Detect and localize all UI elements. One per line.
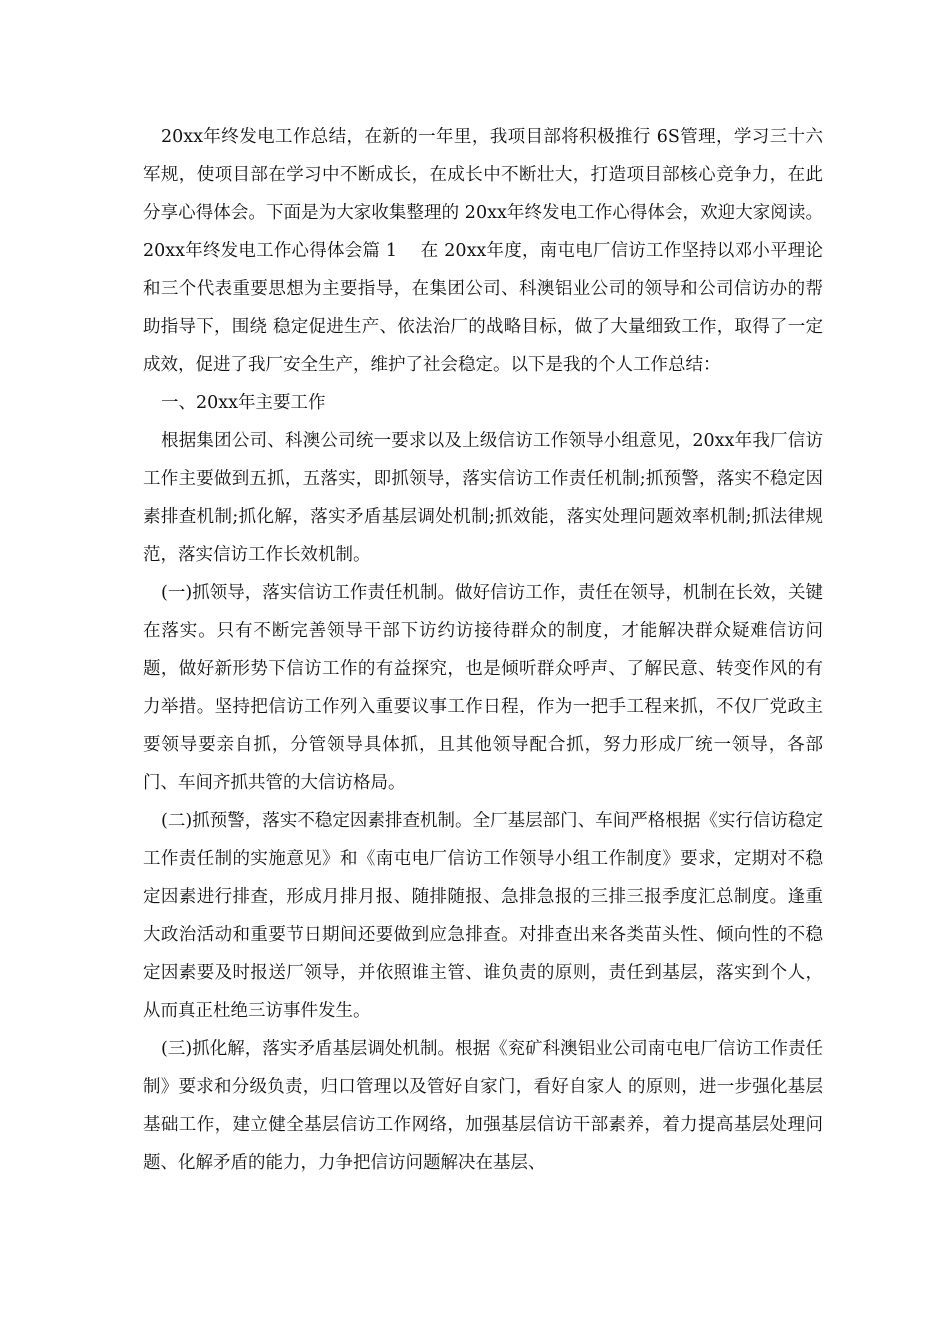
body-paragraph: (一)抓领导，落实信访工作责任机制。做好信访工作，责任在领导，机制在长效，关键在落实。只有不断完善领导干部下访约访接待群众的制度，才能解决群众疑难信访问题，做好新形势下信访工作的有益探究，也是倾听群众呼声、了解民意、转变作风的有力举措。坚持把信访工作列入重要议事工作日程，作为一把手工程来抓，不仅厂党政主要领导要亲自抓，分管领导具体抓，且其他领导配合抓，努力形成厂统一领导，各部门、车间齐抓共管的大信访格局。 <box>143 583 823 793</box>
body-paragraph: 根据集团公司、科澳公司统一要求以及上级信访工作领导小组意见，20xx年我厂信访工作主要做到五抓，五落实，即抓领导，落实信访工作责任机制;抓预警，落实不稳定因素排查机制;抓化解，落实矛盾基层调处机制;抓效能，落实处理问题效率机制;抓法律规范，落实信访工作长效机制。 <box>143 431 823 565</box>
intro-paragraph: 20xx年终发电工作总结，在新的一年里，我项目部将积极推行 6S管理，学习三十六军规，使项目部在学习中不断成长，在成长中不断壮大，打造项目部核心竞争力，在此分享心得体会。下面是为大家收集整理的 20xx年终发电工作心得体会，欢迎大家阅读。20xx年终发电工作心得体会篇 1 在 20xx年度，南屯电厂信访工作坚持以邓小平理论和三个代表重要思想为主要指导，在集团公司、科澳铝业公司的领导和公司信访办的帮助指导下，围绕 稳定促进生产、依法治厂的战略目标，做了大量细致工作，取得了一定成效，促进了我厂安全生产，维护了社会稳定。以下是我的个人工作总结： <box>143 127 823 375</box>
body-paragraph: (三)抓化解，落实矛盾基层调处机制。根据《兖矿科澳铝业公司南屯电厂信访工作责任制》要求和分级负责，归口管理以及管好自家门，看好自家人 的原则，进一步强化基层基础工作，建立健全基层信访工作网络，加强基层信访干部素养，着力提高基层处理问题、化解矛盾的能力，力争把信访问题解决在基层、 <box>143 1039 823 1173</box>
section-heading: 一、20xx年主要工作 <box>161 393 326 413</box>
body-paragraph: (二)抓预警，落实不稳定因素排查机制。全厂基层部门、车间严格根据《实行信访稳定工作责任制的实施意见》和《南屯电厂信访工作领导小组工作制度》要求，定期对不稳定因素进行排查，形成月排月报、随排随报、急排急报的三排三报季度汇总制度。逢重大政治活动和重要节日期间还要做到应急排查。对排查出来各类苗头性、倾向性的不稳定因素要及时报送厂领导，并依照谁主管、谁负责的原则，责任到基层，落实到个人，从而真正杜绝三访事件发生。 <box>143 811 823 1021</box>
document-body <box>143 118 823 1182</box>
